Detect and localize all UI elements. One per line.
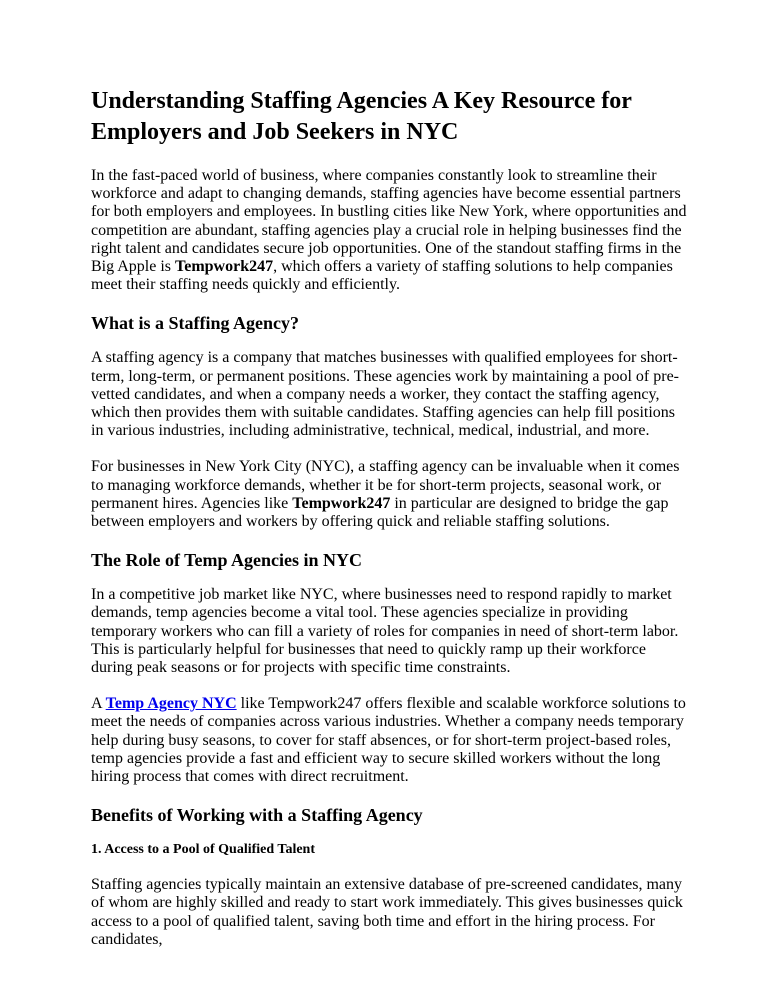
page-title: Understanding Staffing Agencies A Key Resource for Employers and Job Seekers in NYC (91, 88, 632, 145)
temp-agency-nyc-link[interactable]: Temp Agency NYC (105, 695, 237, 713)
role-p2-text-after: like Tempwork247 offers flexible and scalable workforce solutions to meet the needs of companies across various industries. Whether a company needs temporary help during busy seasons, to cover for staff absences, or for short-term project-based roles, temp agencies provide a fast and efficient way to secure skilled workers without the long hiring process that comes with direct recruitment. (91, 695, 686, 786)
what-p2-text-before: For businesses in New York City (NYC), a staffing agency can be invaluable when it comes to managing workforce demands, whether it be for short-term projects, seasonal work, or permanent hires. Agencies like (91, 458, 680, 512)
role-paragraph-1: In a competitive job market like NYC, where businesses need to respond rapidly to market demands, temp agencies become a vital tool. These agencies specialize in providing temporary workers who can fill a variety of roles for companies in need of short-term labor. This is particularly helpful for businesses that need to quickly ramp up their workforce during peak seasons or for projects with specific time constraints. (91, 586, 679, 677)
role-paragraph-2 (91, 695, 691, 786)
what-paragraph-1: A staffing agency is a company that matches businesses with qualified employees for short-term, long-term, or permanent positions. These agencies work by maintaining a pool of pre-vetted candidates, and when a company needs a worker, they contact the staffing agency, which then provides them with suitable candidates. Staffing agencies can help fill positions in various industries, including administrative, technical, medical, industrial, and more. (91, 349, 679, 440)
subheading-access-to-talent: 1. Access to a Pool of Qualified Talent (91, 842, 315, 858)
intro-paragraph (91, 167, 691, 294)
intro-brand-name: Tempwork247 (175, 258, 274, 276)
benefits-paragraph-1: Staffing agencies typically maintain an extensive database of pre-screened candidates, many of whom are highly skilled and ready to start work immediately. This gives businesses quick access to a pool of qualified talent, saving both time and effort in the hiring process. For candidates, (91, 876, 683, 948)
what-paragraph-2 (91, 458, 691, 531)
section-heading-what-is-staffing-agency: What is a Staffing Agency? (91, 313, 300, 334)
what-p2-brand-name: Tempwork247 (292, 494, 391, 512)
section-heading-benefits: Benefits of Working with a Staffing Agency (91, 805, 423, 826)
section-heading-role-of-temp-agencies: The Role of Temp Agencies in NYC (91, 550, 363, 571)
intro-text-after: , which offers a variety of staffing solutions to help companies meet their staffing needs quickly and efficiently. (91, 258, 673, 294)
intro-text-before: In the fast-paced world of business, where companies constantly look to streamline their workforce and adapt to changing demands, staffing agencies have become essential partners for both employers and employees. In bustling cities like New York, where opportunities and competition are abundant, staffing agencies play a crucial role in helping businesses find the right talent and candidates secure job opportunities. One of the standout staffing firms in the Big Apple is (91, 167, 687, 276)
document-page (91, 86, 691, 967)
role-p2-text-before: A (91, 695, 106, 713)
what-p2-text-after: in particular are designed to bridge the gap between employers and workers by offering quick and reliable staffing solutions. (91, 494, 669, 531)
